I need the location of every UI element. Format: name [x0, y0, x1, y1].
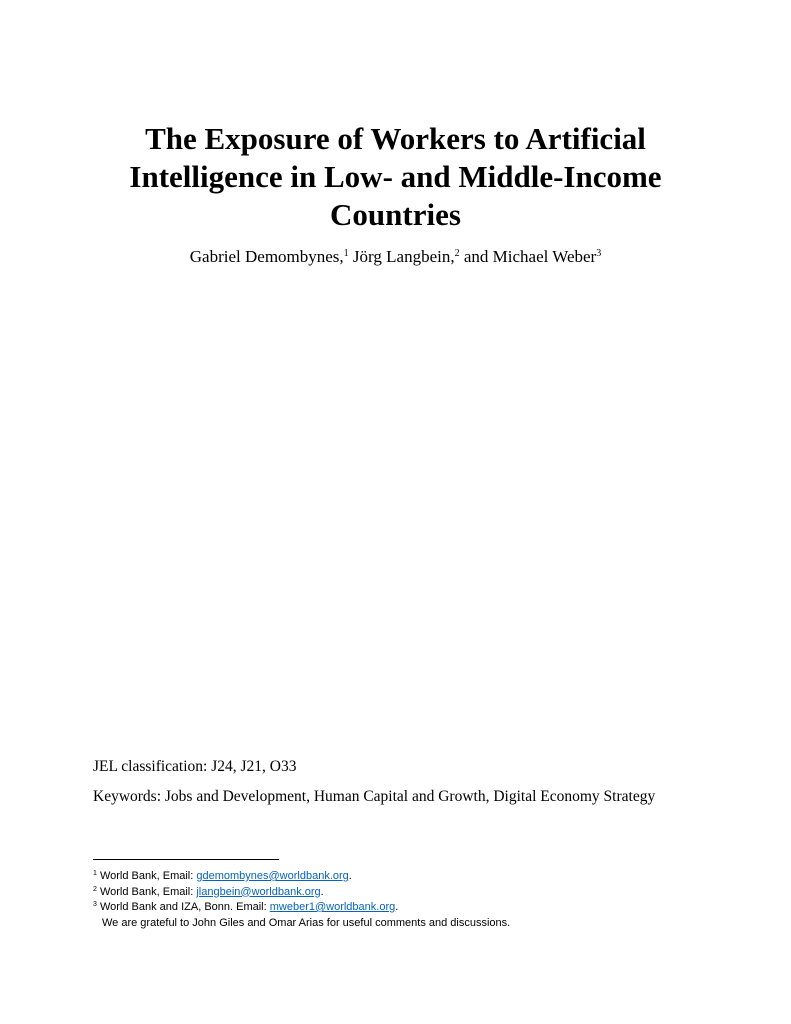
footnote-separator — [93, 859, 279, 860]
footnote — [93, 885, 510, 901]
footnote-text: World Bank, Email: — [99, 885, 197, 898]
author-name: and Michael Weber — [463, 247, 597, 266]
footnote-punct: . — [320, 885, 324, 898]
email-link[interactable]: gdemombynes@worldbank.org — [196, 870, 349, 882]
title-line: Countries — [330, 197, 461, 232]
email-link[interactable]: jlangbein@worldbank.org — [196, 885, 321, 898]
title-line: Intelligence in Low- and Middle-Income — [129, 159, 662, 194]
footnote-text: World Bank and IZA, Bonn. Email: — [99, 901, 270, 913]
footnote-punct: . — [348, 870, 352, 882]
footnote — [93, 869, 510, 885]
author-list — [60, 246, 731, 268]
keywords: Keywords: Jobs and Development, Human Capital and Growth, Digital Economy Strategy — [93, 788, 656, 805]
author-name: Jörg Langbein, — [352, 247, 455, 266]
jel-classification: JEL classification: J24, J21, O33 — [93, 758, 297, 775]
footnote-marker: 3 — [596, 248, 602, 259]
footnote-number: 1 — [93, 870, 97, 877]
footnote-number: 2 — [93, 885, 97, 893]
footnotes — [93, 869, 510, 931]
footnote — [93, 900, 510, 916]
footnote-marker: 1 — [343, 248, 349, 259]
paper-title — [100, 120, 691, 234]
title-line: The Exposure of Workers to Artificial — [145, 121, 646, 156]
acknowledgement: We are grateful to John Giles and Omar Arias for useful comments and discussions. — [102, 916, 511, 929]
author-name: Gabriel Demombynes, — [189, 247, 344, 266]
footnote-marker: 2 — [454, 248, 460, 259]
footnote-punct: . — [395, 901, 399, 913]
email-link[interactable]: mweber1@worldbank.org — [269, 901, 396, 913]
footnote-number: 3 — [93, 901, 97, 908]
footnote-text: World Bank, Email: — [99, 870, 197, 882]
